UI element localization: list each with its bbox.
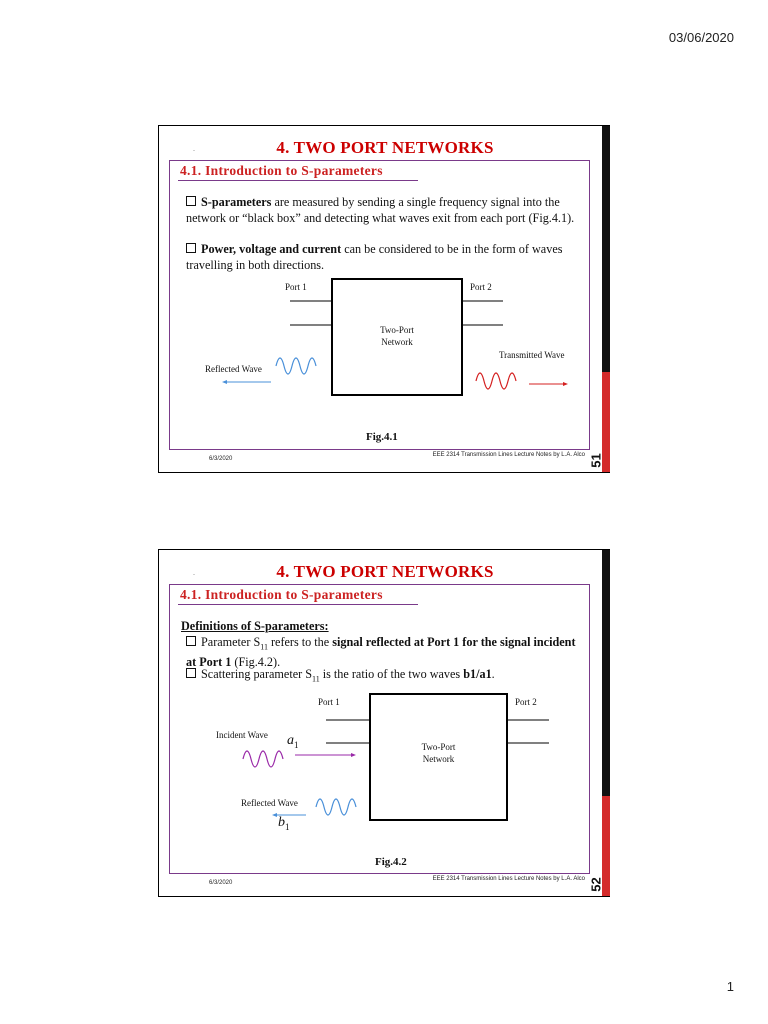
two-port-network-box <box>369 693 508 821</box>
port1-label: Port 1 <box>318 697 340 707</box>
incident-wave-label: Incident Wave <box>216 730 268 740</box>
bullet-text: can be considered to be in the form of waves travelling in both directions. <box>186 242 563 272</box>
transmitted-wave-icon <box>476 373 516 389</box>
footer-date: 6/3/2020 <box>209 880 233 886</box>
slide-side-bar <box>602 550 610 896</box>
transmitted-wave-label: Transmitted Wave <box>499 350 565 360</box>
b1-symbol: $b_1$ <box>278 815 290 832</box>
port2-label: Port 2 <box>515 697 537 707</box>
slide-subtitle: 4.1. Introduction to S-parameters <box>180 587 383 602</box>
network-label: Two-Port Network <box>421 742 456 764</box>
port2-label: Port 2 <box>470 282 492 292</box>
reflected-wave-icon <box>276 358 316 374</box>
slide-number: 52 <box>588 877 604 892</box>
slide-title: . 4. TWO PORT NETWORKS <box>193 138 494 157</box>
slide-title: . 4. TWO PORT NETWORKS <box>193 562 494 581</box>
slide-side-bar <box>602 126 610 472</box>
definitions-heading: Definitions of S-parameters: <box>181 619 329 633</box>
slide-52 <box>158 549 610 897</box>
slide-content-frame <box>169 584 590 874</box>
footer-note: EEE 2314 Transmission Lines Lecture Notes by L.A. Alco <box>432 876 585 882</box>
slide-subtitle: 4.1. Introduction to S-parameters <box>180 163 383 178</box>
slide-number: 51 <box>588 453 604 468</box>
footer-date: 6/3/2020 <box>209 456 233 462</box>
bullet-text: are measured by sending a single frequency signal into the network or “black box” and detecting what waves exit from each port (Fig.4.1). <box>186 195 575 225</box>
page-number: 1 <box>726 979 734 994</box>
bullet-scattering-parameter: Scattering parameter $S_{11}$ is the ratio of the two waves b1/a1. <box>186 667 586 687</box>
reflected-wave-label: Reflected Wave <box>205 364 262 374</box>
port1-label: Port 1 <box>285 282 307 292</box>
figure-caption: Fig.4.1 <box>366 431 398 443</box>
network-label: Two-Port Network <box>380 325 414 347</box>
reflected-wave-icon <box>316 799 356 815</box>
bullet-parameter-s11: Parameter $S_{11}$ refers to the signal reflected at Port 1 for the signal incident at Port 1 (Fig.4.2). <box>186 635 576 669</box>
bullet-bold: Power, voltage and current <box>201 242 342 256</box>
reflected-wave-label: Reflected Wave <box>241 798 298 808</box>
figure-caption: Fig.4.2 <box>375 856 407 868</box>
two-port-network-box <box>331 278 463 396</box>
bullet-bold: S-parameters <box>201 195 272 209</box>
slide-content-frame <box>169 160 590 450</box>
incident-wave-icon <box>243 751 283 767</box>
page-date: 03/06/2020 <box>668 30 734 45</box>
footer-note: EEE 2314 Transmission Lines Lecture Notes by L.A. Alco <box>432 452 585 458</box>
slide-51 <box>158 125 610 473</box>
a1-symbol: $a_1$ <box>287 733 299 750</box>
